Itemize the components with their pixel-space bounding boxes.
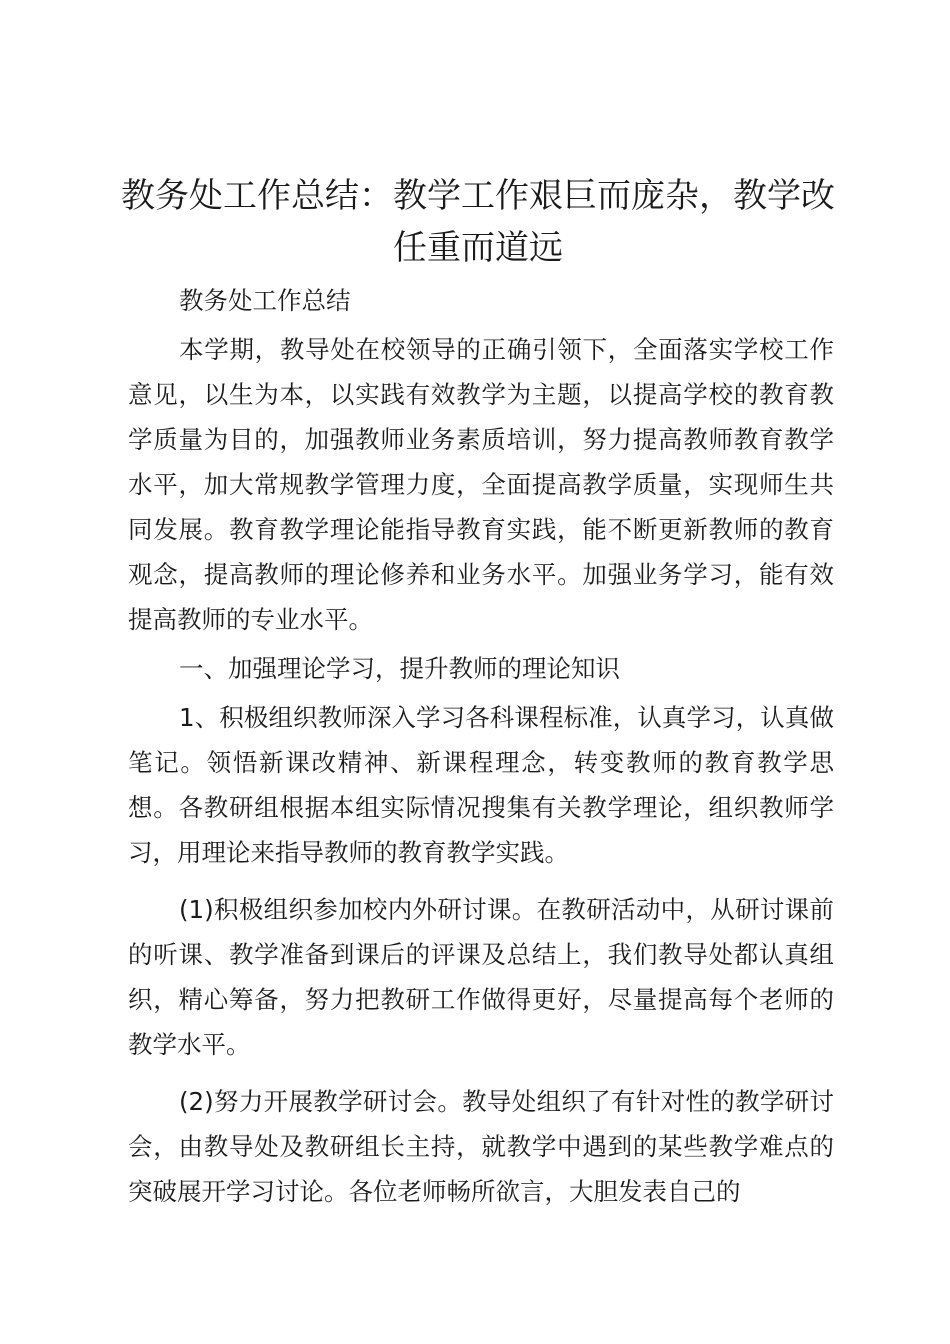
- section-one-heading: 一、加强理论学习，提升教师的理论知识: [179, 654, 620, 683]
- subitem-two-paragraph: (2)努力开展教学研讨会。教导处组织了有针对性的教学研讨会，由教导处及教研组长主持，就教学中遇到的某些教学难点的突破展开学习讨论。各位老师畅所欲言，大胆发表自己的: [128, 1087, 834, 1206]
- intro-paragraph: 本学期，教导处在校领导的正确引领下，全面落实学校工作意见，以生为本，以实践有效教学为主题，以提高学校的教育教学质量为目的，加强教师业务素质培训，努力提高教师教育教学水平，加大常规教学管理力度，全面提高教学质量，实现师生共同发展。教育教学理论能指导教育实践，能不断更新教师的教育观念，提高教师的理论修养和业务水平。加强业务学习，能有效提高教师的专业水平。: [128, 335, 834, 634]
- section-heading: 教务处工作总结: [179, 286, 351, 315]
- item-one-paragraph: 1、积极组织教师深入学习各科课程标准，认真学习，认真做笔记。领悟新课改精神、新课程理念，转变教师的教育教学思想。各教研组根据本组实际情况搜集有关教学理论，组织教师学习，用理论来指导教师的教育教学实践。: [128, 703, 834, 867]
- document-title: 教务处工作总结：教学工作艰巨而庞杂，教学改任重而道远: [121, 176, 835, 268]
- subitem-one-paragraph: (1)积极组织参加校内外研讨课。在教研活动中，从研讨课前的听课、教学准备到课后的评课及总结上，我们教导处都认真组织，精心筹备，努力把教研工作做得更好，尽量提高每个老师的教学水平。: [128, 895, 834, 1059]
- document-body: [128, 278, 834, 1214]
